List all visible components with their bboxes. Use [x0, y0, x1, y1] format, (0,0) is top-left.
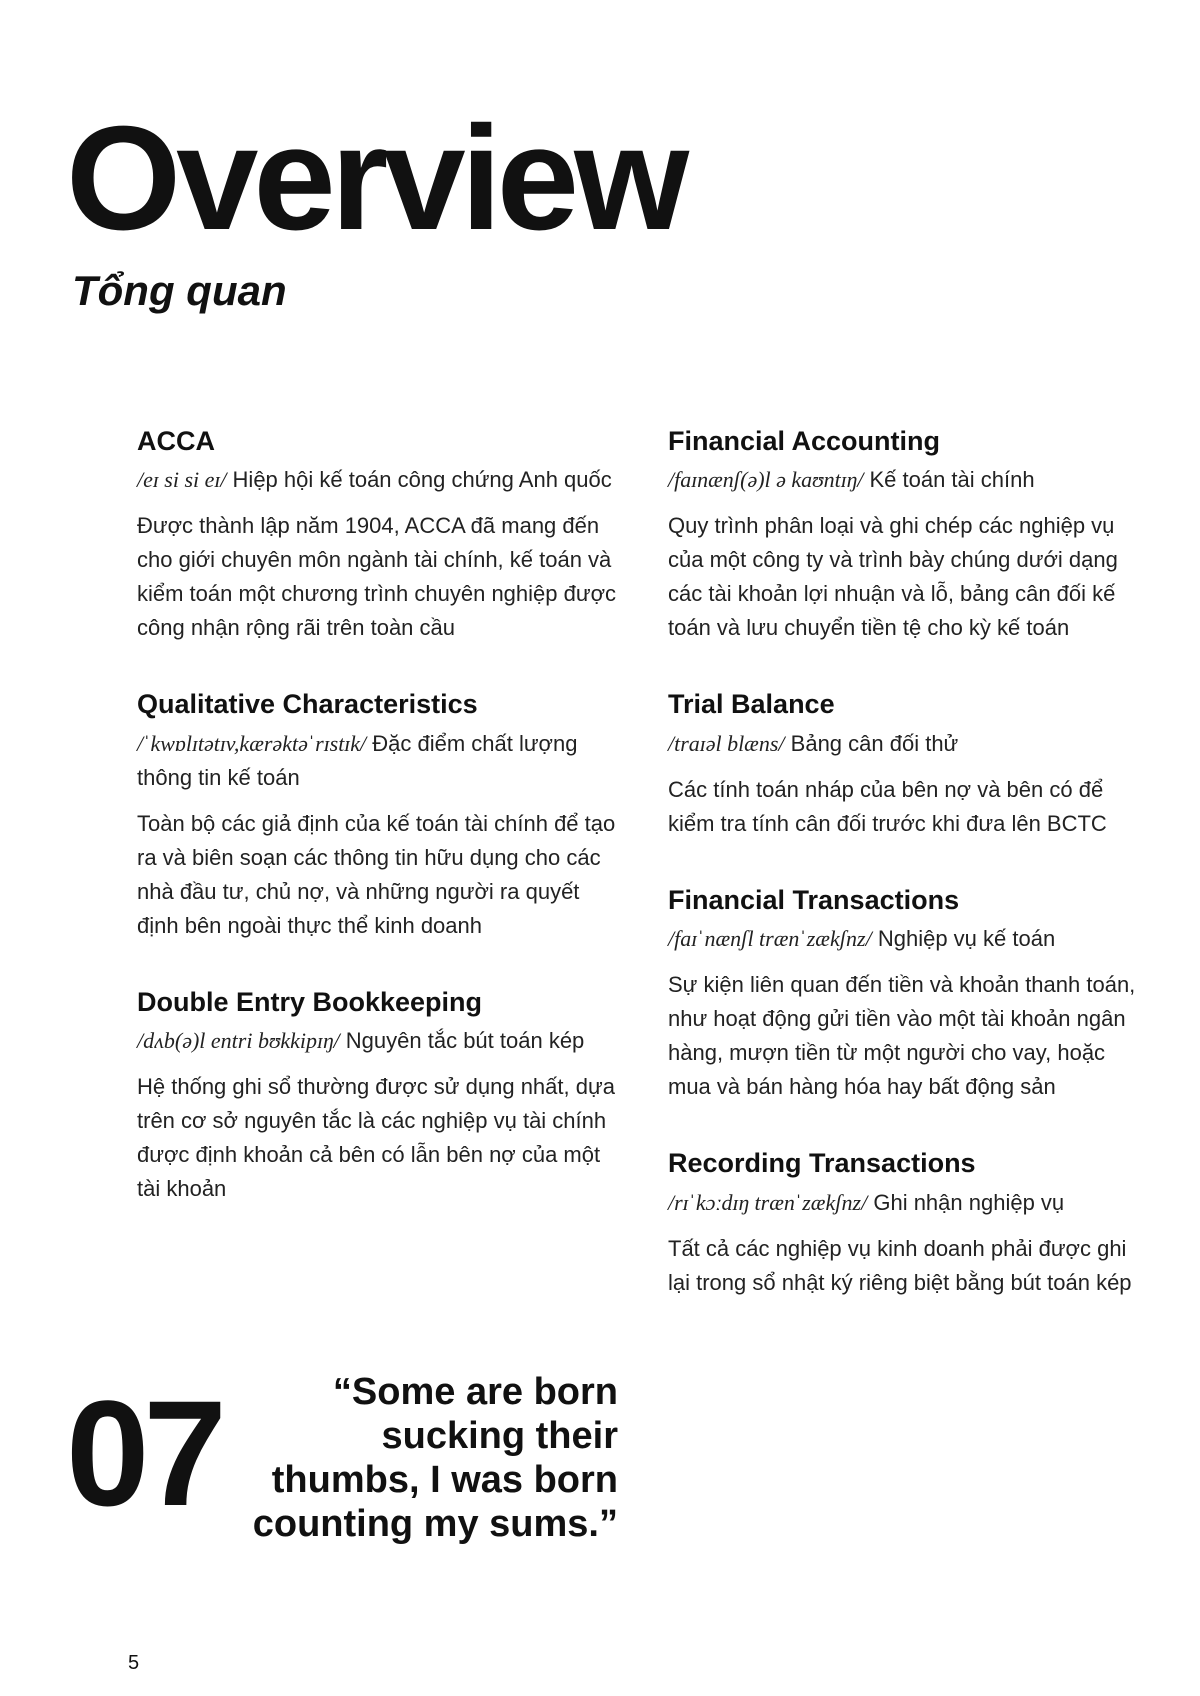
- glossary-heading: [668, 727, 1143, 761]
- translation: Kế toán tài chính: [869, 467, 1035, 493]
- chapter-number: 07: [66, 1369, 221, 1537]
- glossary-description: Sự kiện liên quan đến tiền và khoản thanh toán, như hoạt động gửi tiền vào một tài khoản ngân hàng, mượn tiền từ một người cho vay, hoặc mua và bán hàng hóa hay bất động sản: [668, 972, 1136, 1100]
- right-column: [668, 425, 1143, 1343]
- glossary-term: ACCA: [137, 426, 215, 456]
- glossary-entry: [137, 425, 617, 645]
- glossary-heading: [668, 463, 1143, 497]
- glossary-entry: [668, 884, 1143, 1104]
- left-column: [137, 425, 617, 1249]
- chapter-quote: “Some are born sucking their thumbs, I was born counting my sums.”: [252, 1371, 618, 1545]
- pronunciation: /faɪnænʃ(ə)l ə kaʊntɪŋ/: [668, 467, 864, 493]
- pronunciation: /traɪəl blæns/: [668, 730, 785, 756]
- glossary-description: Tất cả các nghiệp vụ kinh doanh phải được ghi lại trong sổ nhật ký riêng biệt bằng bút toán kép: [668, 1235, 1132, 1295]
- glossary-term: Trial Balance: [668, 689, 835, 720]
- translation: Nghiệp vụ kế toán: [877, 926, 1056, 952]
- glossary-heading: [668, 922, 1143, 956]
- glossary-heading: [668, 1186, 1143, 1220]
- glossary-entry: [137, 688, 617, 942]
- glossary-entry: [668, 688, 1143, 840]
- glossary-description: Được thành lập năm 1904, ACCA đã mang đến cho giới chuyên môn ngành tài chính, kế toán và kiểm toán một chương trình chuyên nghiệp được công nhận rộng rãi trên toàn cầu: [137, 513, 617, 641]
- glossary-entry: [668, 425, 1143, 645]
- glossary-term: Qualitative Characteristics: [137, 689, 478, 720]
- translation: Hiệp hội kế toán công chứng Anh quốc: [232, 467, 612, 493]
- pronunciation: /dʌb(ə)l entri bʊkkipɪŋ/: [137, 1028, 340, 1054]
- glossary-description: Toàn bộ các giả định của kế toán tài chính để tạo ra và biên soạn các thông tin hữu dụng cho các nhà đầu tư, chủ nợ, và những người ra quyết định bên ngoài thực thể kinh doanh: [137, 810, 616, 938]
- glossary-entry: [668, 1147, 1143, 1299]
- glossary-term: Recording Transactions: [668, 1148, 976, 1179]
- glossary-term: Double Entry Bookkeeping: [137, 986, 483, 1017]
- glossary-entry: [137, 986, 617, 1206]
- translation: Đặc điểm chất lượng thông tin kế toán: [137, 730, 578, 790]
- page-number: 5: [128, 1652, 140, 1674]
- glossary-term: Financial Accounting: [668, 426, 941, 456]
- glossary-heading: [137, 727, 617, 795]
- pronunciation: /rɪˈkɔːdɪŋ trænˈzækʃnz/: [668, 1189, 868, 1215]
- glossary-heading: [137, 463, 617, 497]
- pronunciation: /ˈkwɒlɪtətɪv,kærəktəˈrɪstɪk/: [137, 730, 367, 756]
- glossary-description: Hệ thống ghi sổ thường được sử dụng nhất, dựa trên cơ sở nguyên tắc là các nghiệp vụ tài chính được định khoản cả bên có lẫn bên nợ của một tài khoản: [137, 1074, 615, 1202]
- glossary-heading: [137, 1024, 617, 1058]
- pronunciation: /eɪ si si eɪ/: [137, 467, 227, 493]
- translation: Nguyên tắc bút toán kép: [345, 1028, 585, 1054]
- glossary-description: Quy trình phân loại và ghi chép các nghiệp vụ của một công ty và trình bày chúng dưới dạng các tài khoản lợi nhuận và lỗ, bảng cân đối kế toán và lưu chuyển tiền tệ cho kỳ kế toán: [668, 513, 1118, 641]
- translation: Bảng cân đối thử: [790, 730, 959, 756]
- glossary-term: Financial Transactions: [668, 884, 960, 915]
- translation: Ghi nhận nghiệp vụ: [873, 1189, 1065, 1215]
- pronunciation: /faɪˈnænʃl trænˈzækʃnz/: [668, 926, 872, 952]
- page-title: Overview: [66, 96, 685, 261]
- glossary-description: Các tính toán nháp của bên nợ và bên có để kiểm tra tính cân đối trước khi đưa lên BCTC: [668, 776, 1107, 836]
- page-subtitle: Tổng quan: [72, 267, 287, 314]
